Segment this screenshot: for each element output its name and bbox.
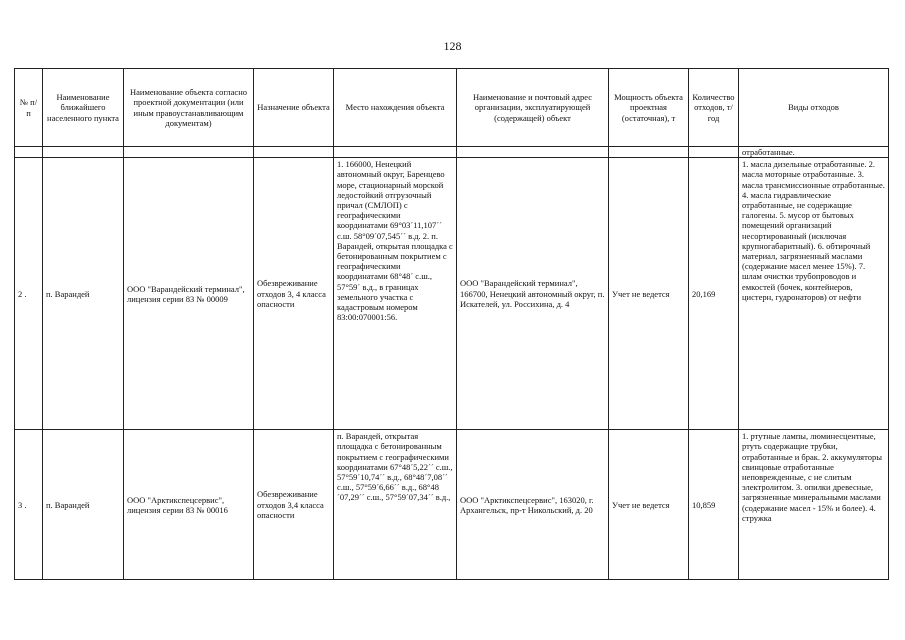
waste-facilities-table (14, 68, 889, 580)
waste-types-cell: 1. ртутные лампы, люминесцентные, ртуть содержащие трубки, отработанные и брак. 2. аккумуляторы свинцовые отработанные неповрежденные, с не слитым электролитом. 3. опилки древесные, загрязненные минеральными маслами (содержание масел - 15% и более). 4. стружка (739, 430, 889, 580)
capacity-cell: Учет не ведется (609, 430, 689, 580)
settlement-cell: п. Варандей (43, 430, 124, 580)
capacity-cell: Учет не ведется (609, 158, 689, 430)
header-settlement: Наименование ближайшего населенного пункта (43, 69, 124, 147)
carryover-text: отработанные. (739, 147, 889, 158)
header-purpose: Назначение объекта (254, 69, 334, 147)
settlement-cell: п. Варандей (43, 158, 124, 430)
location-cell: 1. 166000, Ненецкий автономный округ, Баренцево море, стационарный морской ледостойкий отгрузочный причал (СМЛОП) с географическими координатами 69°03´11,107´´ с.ш. 58°09´07,545´´ в.д. 2. п. Варандей, открытая площадка с бетонированным покрытием с географическими координатами 68°48´ с.ш., 57°59´ в.д., в границах земельного участка с кадастровым номером 83:00:070001:56. (334, 158, 457, 430)
header-waste-types: Виды отходов (739, 69, 889, 147)
organization-cell: ООО "Арктикспецсервис", 163020, г. Архангельск, пр-т Никольский, д. 20 (457, 430, 609, 580)
header-location: Место нахождения объекта (334, 69, 457, 147)
purpose-cell: Обезвреживание отходов 3,4 класса опасности (254, 430, 334, 580)
table-row (15, 158, 889, 430)
page-number: 128 (443, 39, 462, 53)
waste-amount-cell: 20,169 (689, 158, 739, 430)
object-name-cell: ООО "Арктикспецсервис", лицензия серии 83 № 00016 (124, 430, 254, 580)
header-waste-amount: Количество отходов, т/год (689, 69, 739, 147)
row-number: 2 . (15, 158, 43, 430)
organization-cell: ООО "Варандейский терминал", 166700, Ненецкий автономный округ, п. Искателей, ул. Россихина, д. 4 (457, 158, 609, 430)
waste-amount-cell: 10,859 (689, 430, 739, 580)
header-organization: Наименование и почтовый адрес организации, эксплуатирующей (содержащей) объект (457, 69, 609, 147)
carryover-row (15, 147, 889, 158)
row-number: 3 . (15, 430, 43, 580)
location-cell: п. Варандей, открытая площадка с бетонированным покрытием с географическими координатами 67°48´5,22´´ с.ш., 57°59´10,74´´ в.д., 68°48´7,08´´ с.ш., 57°59´6,66´´ в.д., 68°48´07,29´´ с.ш., 57°59´07,34´´ в.д., (334, 430, 457, 580)
table-row (15, 430, 889, 580)
purpose-cell: Обезвреживание отходов 3, 4 класса опасности (254, 158, 334, 430)
header-num: № п/п (15, 69, 43, 147)
header-capacity: Мощность объекта проектная (остаточная), т (609, 69, 689, 147)
header-object-name: Наименование объекта согласно проектной документации (или иным правоустанавливающим документам) (124, 69, 254, 147)
waste-types-cell: 1. масла дизельные отработанные. 2. масла моторные отработанные. 3. масла трансмиссионные отработанные. 4. масла гидравлические отработанные, не содержащие галогены. 5. мусор от бытовых помещений организаций несортированный (исключая крупногабаритный). 6. обтирочный материал, загрязненный маслами (содержание масел менее 15%). 7. шлам очистки трубопроводов и емкостей (бочек, контейнеров, цистерн, гудронаторов) от нефти (739, 158, 889, 430)
object-name-cell: ООО "Варандейский терминал", лицензия серии 83 № 00009 (124, 158, 254, 430)
